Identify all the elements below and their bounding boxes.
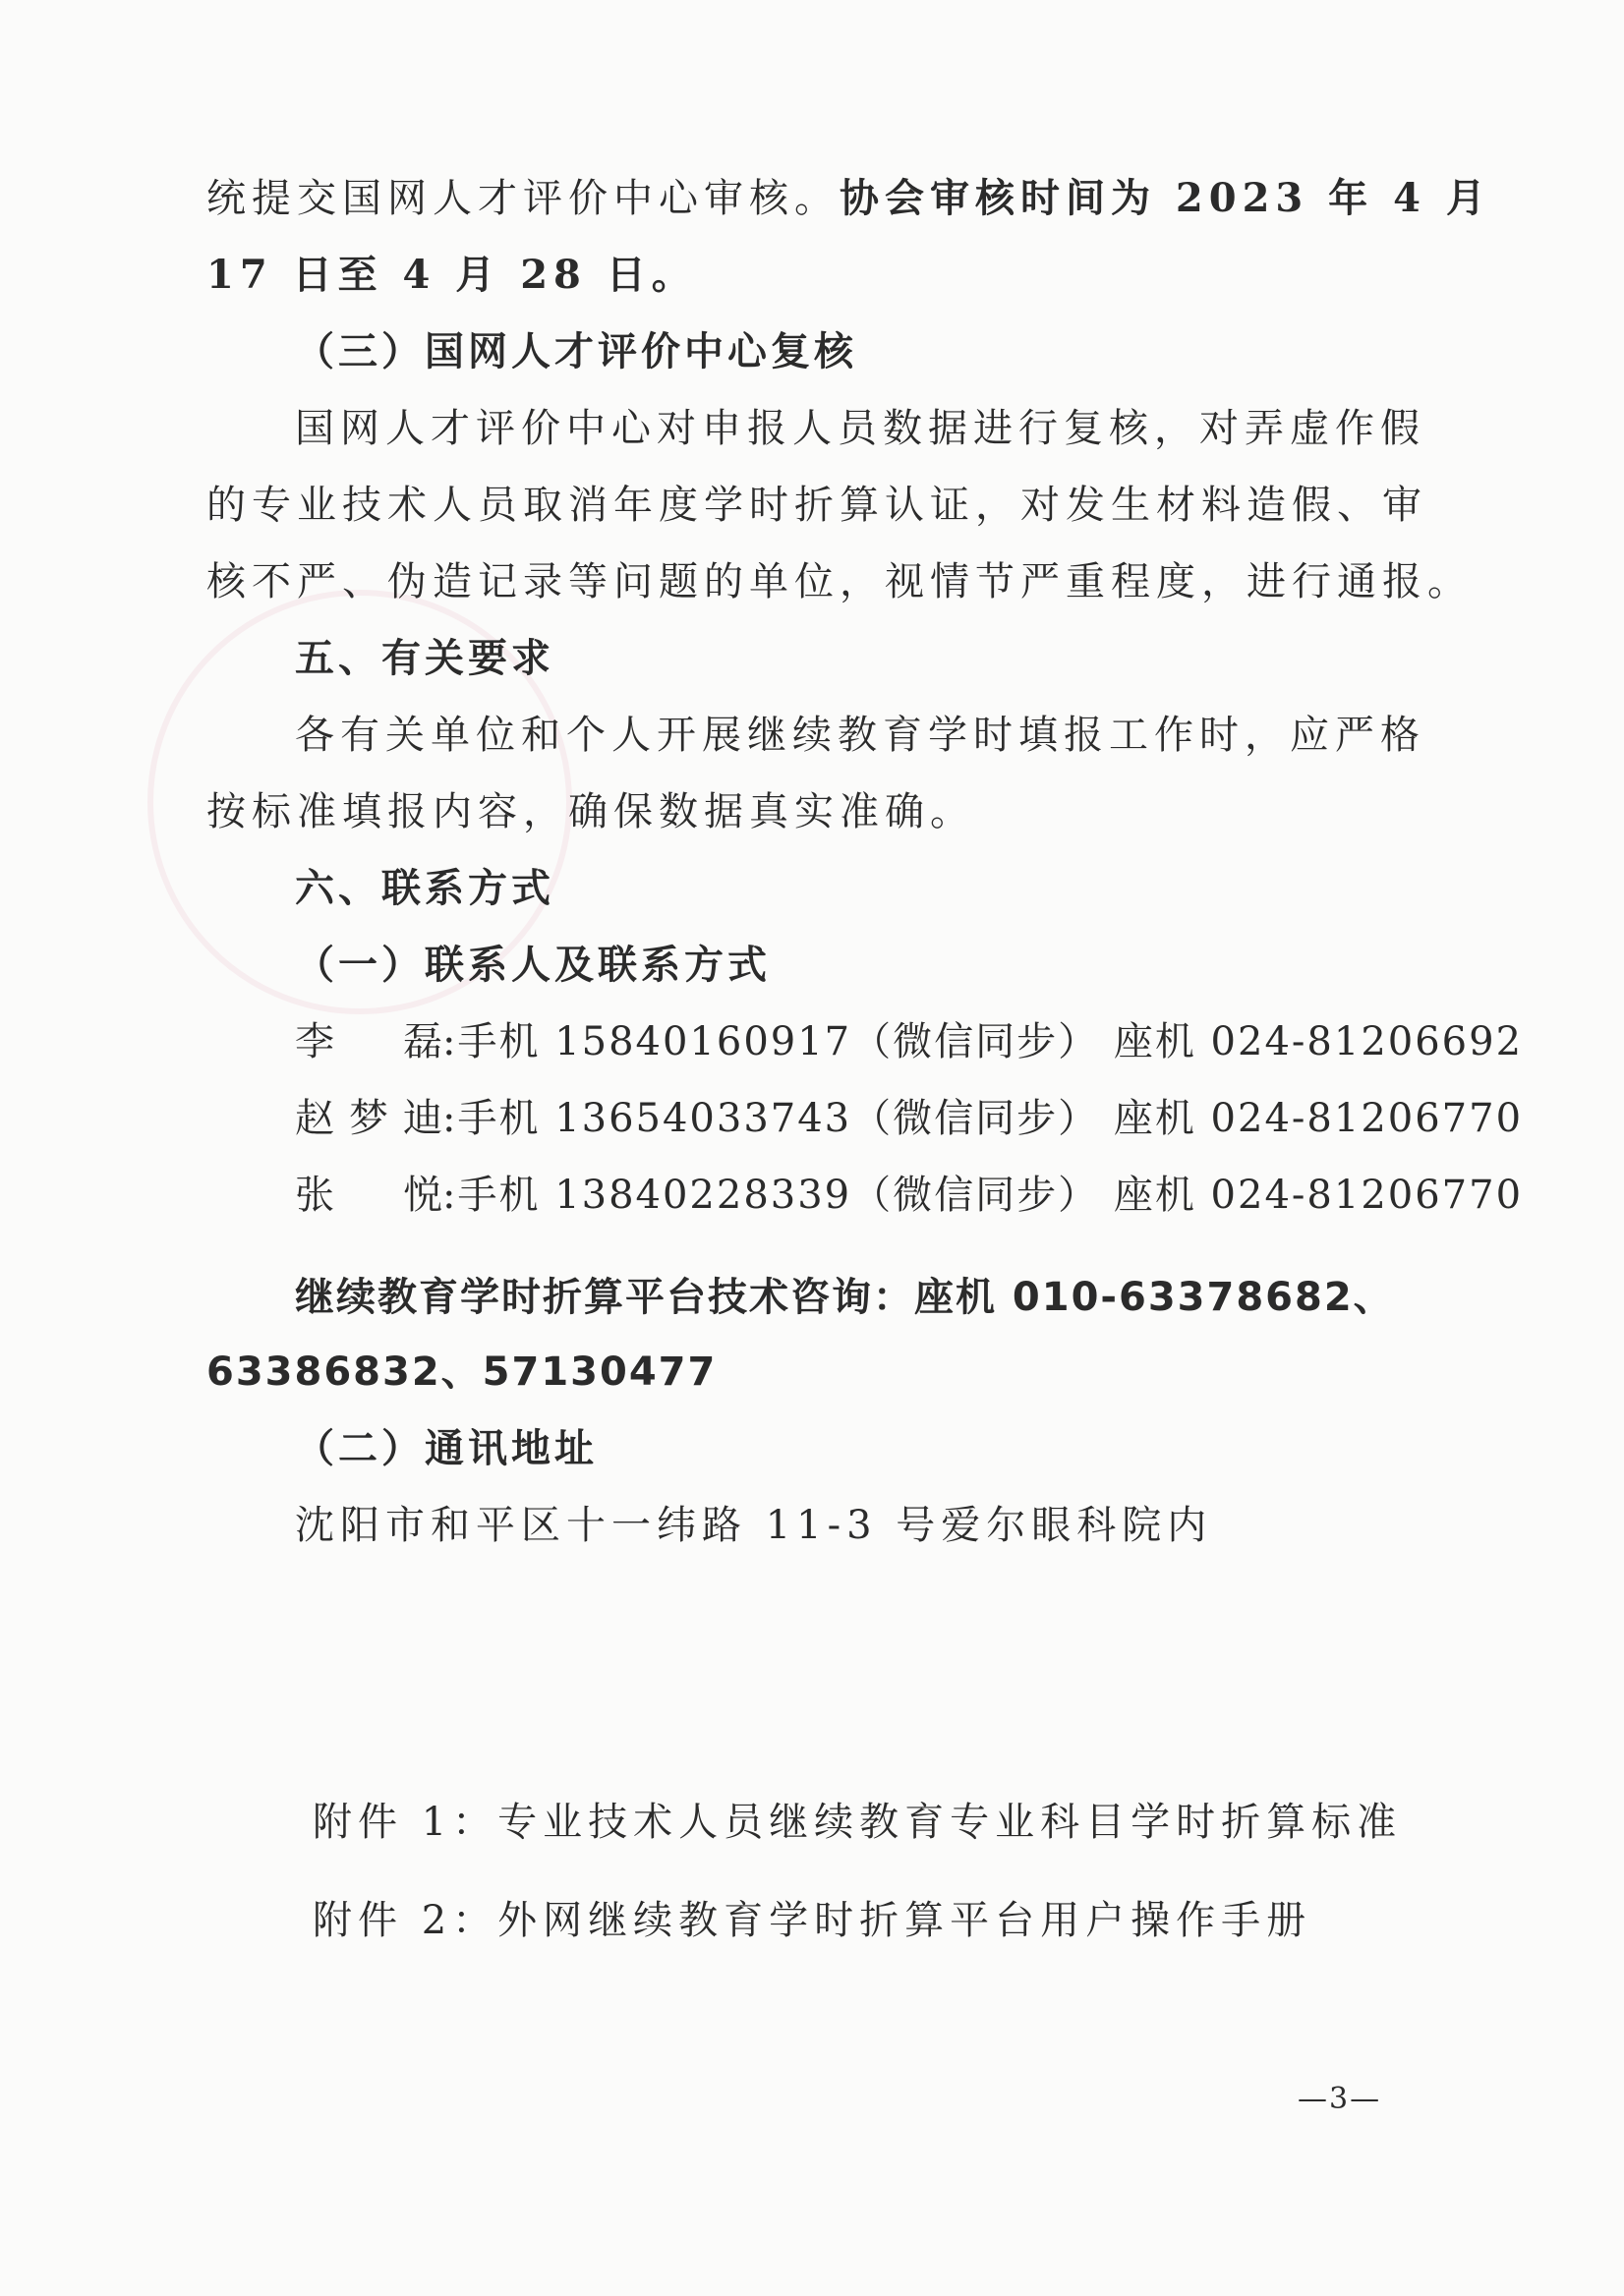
- paragraph-line: 核不严、伪造记录等问题的单位，视情节严重程度，进行通报。: [206, 559, 1473, 604]
- section-heading-requirements: 五、有关要求: [295, 636, 554, 681]
- paragraph-line: 17 日至 4 月 28 日。: [206, 252, 697, 298]
- paragraph-line: 按标准填报内容，确保数据真实准确。: [206, 789, 975, 834]
- section-heading-review: （三）国网人才评价中心复核: [295, 329, 857, 374]
- attachment-item: 附件 2：外网继续教育学时折算平台用户操作手册: [313, 1898, 1312, 1943]
- contact-row: [295, 1172, 1524, 1219]
- subheading-address: （二）通讯地址: [295, 1426, 598, 1471]
- paragraph-line: 国网人才评价中心对申报人员数据进行复核，对弄虚作假: [295, 406, 1425, 451]
- contact-detail: :手机 13654033743（微信同步） 座机 024-81206770: [442, 1096, 1524, 1141]
- paragraph-line: 的专业技术人员取消年度学时折算认证，对发生材料造假、审: [206, 483, 1427, 528]
- attachment-item: 附件 1：专业技术人员继续教育专业科目学时折算标准: [313, 1800, 1403, 1845]
- contact-name: 李 磊: [295, 1019, 442, 1064]
- contact-detail: :手机 13840228339（微信同步） 座机 024-81206770: [442, 1173, 1524, 1218]
- contact-detail: :手机 15840160917（微信同步） 座机 024-81206692: [442, 1019, 1524, 1064]
- section-heading-contact: 六、联系方式: [295, 866, 554, 911]
- contact-name: 赵梦迪: [295, 1096, 442, 1141]
- contact-row: [295, 1018, 1524, 1065]
- tech-support-line: 63386832、57130477: [206, 1349, 718, 1395]
- subheading-contact-people: （一）联系人及联系方式: [295, 943, 771, 988]
- page-number: —3—: [1298, 2082, 1382, 2116]
- text-bold: 协会审核时间为 2023 年 4 月: [840, 175, 1491, 221]
- text-normal: 统提交国网人才评价中心审核。: [206, 176, 840, 221]
- paragraph-line: 各有关单位和个人开展继续教育学时填报工作时，应严格: [295, 713, 1425, 758]
- tech-support-line: 继续教育学时折算平台技术咨询：座机 010-63378682、: [295, 1275, 1395, 1320]
- paragraph-line: [206, 175, 1491, 222]
- contact-name: 张 悦: [295, 1173, 442, 1218]
- address-text: 沈阳市和平区十一纬路 11-3 号爱尔眼科院内: [295, 1503, 1213, 1548]
- contact-row: [295, 1095, 1524, 1142]
